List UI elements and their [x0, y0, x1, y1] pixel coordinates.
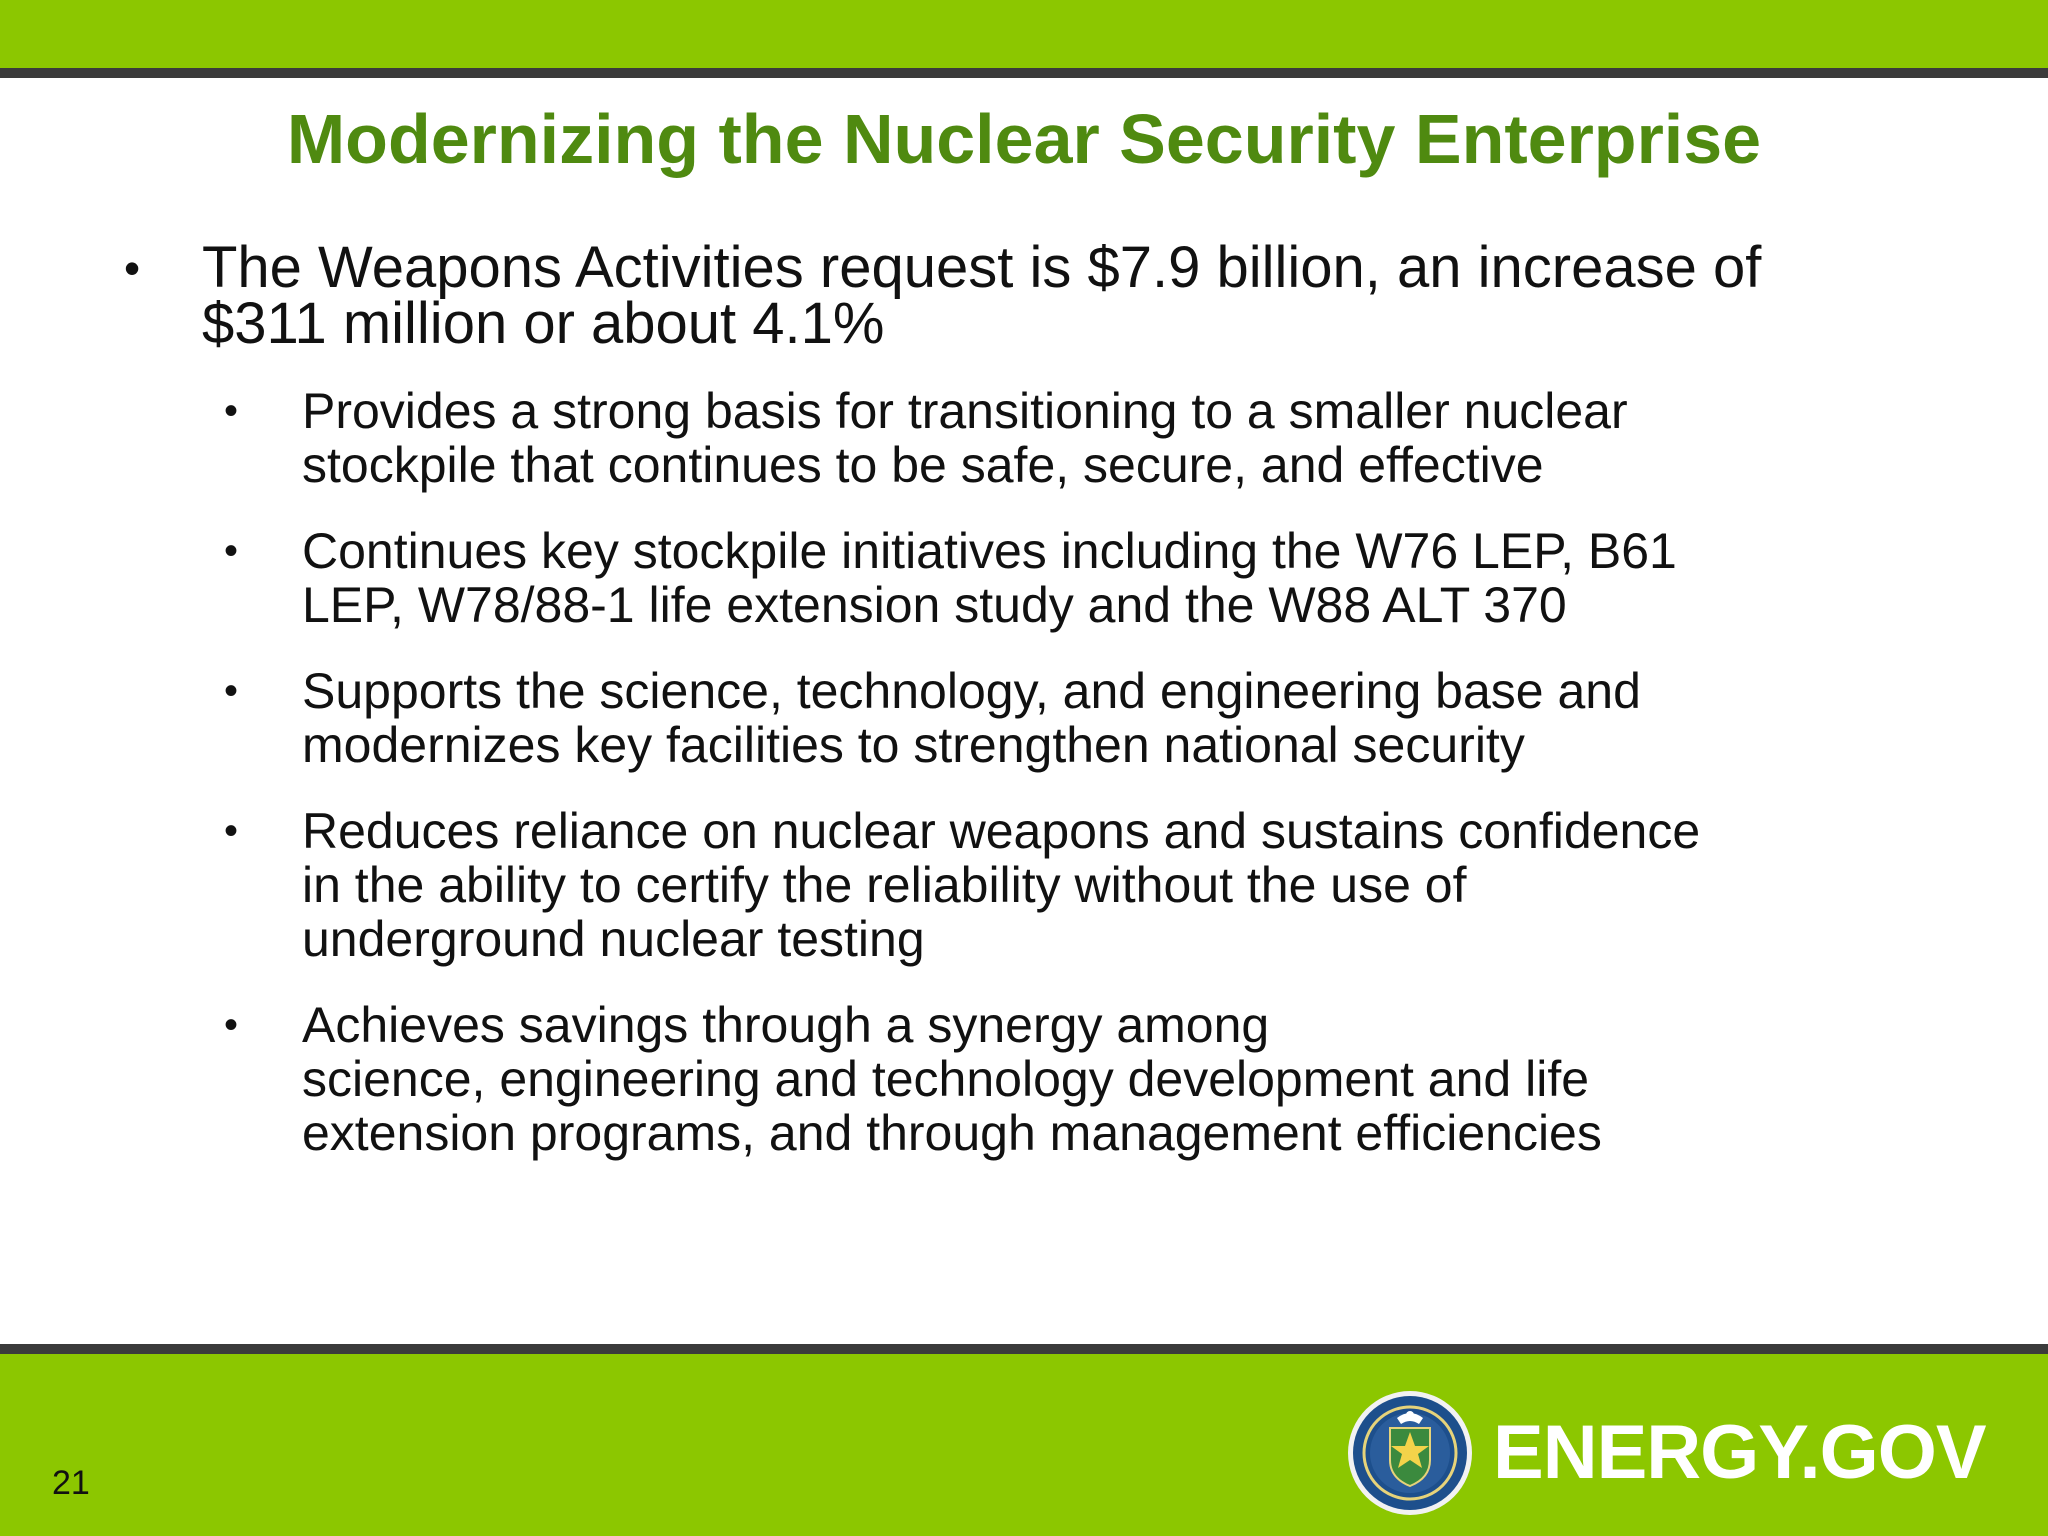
sub-bullet-line: underground nuclear testing: [302, 911, 925, 967]
bullet-marker: •: [224, 669, 239, 713]
sub-bullet-line: Achieves savings through a synergy among: [302, 997, 1270, 1053]
energy-gov-logo: [1345, 1388, 1985, 1518]
sub-bullet-line: science, engineering and technology development and life: [302, 1051, 1590, 1107]
sub-bullet: [220, 998, 1960, 1160]
bullet-marker: •: [124, 242, 141, 294]
brand-wordmark: ENERGY.GOV: [1493, 1410, 1986, 1495]
sub-bullet-line: Reduces reliance on nuclear weapons and sustains confidence: [302, 803, 1701, 859]
top-green-band: [0, 0, 2048, 68]
page-number: 21: [52, 1464, 90, 1502]
bullet-marker: •: [224, 809, 239, 853]
bottom-divider: [0, 1344, 2048, 1354]
bullet-marker: •: [224, 1003, 239, 1047]
doe-seal-icon: [1345, 1388, 1475, 1518]
sub-bullet: [220, 384, 1960, 492]
main-bullet-line-1: The Weapons Activities request is $7.9 billion, an increase of: [202, 235, 1762, 300]
slide-title: Modernizing the Nuclear Security Enterprise: [286, 100, 1762, 178]
sub-bullet-line: Continues key stockpile initiatives including the W76 LEP, B61: [302, 523, 1677, 579]
sub-bullet-line: extension programs, and through management efficiencies: [302, 1105, 1602, 1161]
sub-bullet-line: stockpile that continues to be safe, secure, and effective: [302, 437, 1544, 493]
main-bullet-line-2: $311 million or about 4.1%: [202, 291, 885, 356]
sub-bullet: [220, 664, 1960, 772]
sub-bullet-line: modernizes key facilities to strengthen national security: [302, 717, 1525, 773]
sub-bullet-list: [220, 384, 1960, 1160]
bullet-marker: •: [224, 529, 239, 573]
sub-bullet-line: Supports the science, technology, and engineering base and: [302, 663, 1641, 719]
bullet-marker: •: [224, 389, 239, 433]
top-divider: [0, 68, 2048, 78]
sub-bullet: [220, 524, 1960, 632]
sub-bullet-line: in the ability to certify the reliability without the use of: [302, 857, 1467, 913]
sub-bullet-line: LEP, W78/88-1 life extension study and the W88 ALT 370: [302, 577, 1567, 633]
sub-bullet: [220, 804, 1960, 966]
main-bullet: [120, 235, 1960, 356]
slide-content: [120, 235, 1960, 1192]
sub-bullet-line: Provides a strong basis for transitioning to a smaller nuclear: [302, 383, 1628, 439]
